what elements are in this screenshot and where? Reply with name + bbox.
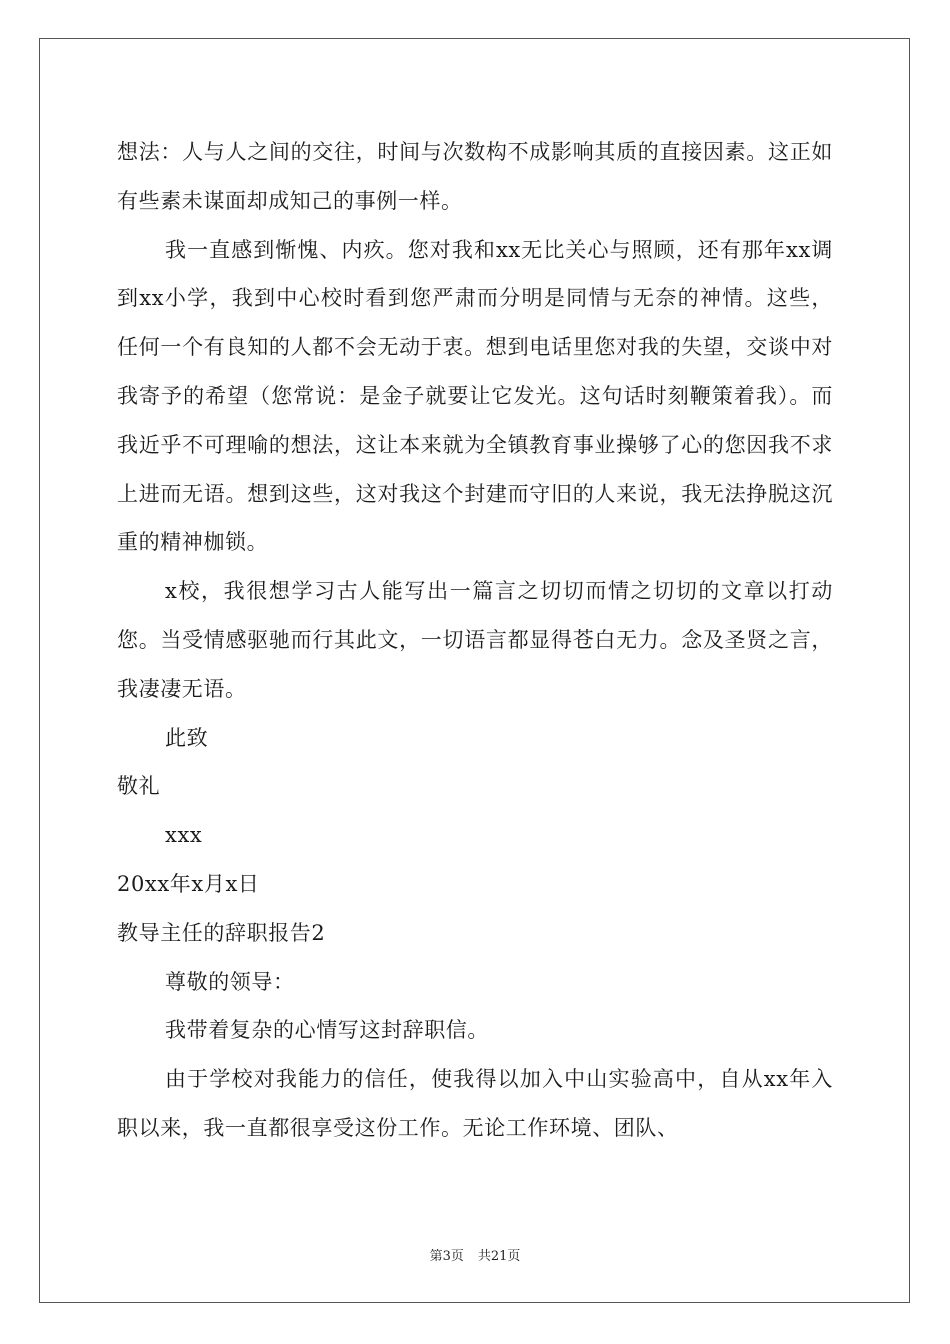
paragraph-reason: 由于学校对我能力的信任，使我得以加入中山实验高中，自从xx年入职以来，我一直都很享受这份工作。无论工作环境、团队、: [117, 1067, 833, 1140]
closing-salutation: 此致: [165, 725, 209, 750]
section-title: 教导主任的辞职报告2: [117, 920, 326, 945]
closing-respect: 敬礼: [117, 774, 161, 799]
paragraph-3: x校，我很想学习古人能写出一篇言之切切而情之切切的文章以打动您。当受情感驱驰而行其此文，一切语言都显得苍白无力。念及圣贤之言，我凄凄无语。: [117, 579, 833, 701]
document-body: [117, 128, 833, 1153]
paragraph-2: 我一直感到惭愧、内疚。您对我和xx无比关心与照顾，还有那年xx调到xx小学，我到中心校时看到您严肃而分明是同情与无奈的神情。这些，任何一个有良知的人都不会无动于衷。想到电话里您对我的失望，交谈中对我寄予的希望（您常说：是金子就要让它发光。这句话时刻鞭策着我）。而我近乎不可理喻的想法，这让本来就为全镇教育事业操够了心的您因我不求上进而无语。想到这些，这对我这个封建而守旧的人来说，我无法挣脱这沉重的精神枷锁。: [117, 237, 833, 555]
current-page-number: 第3页: [429, 1249, 464, 1264]
total-page-count: 共21页: [477, 1249, 521, 1264]
paragraph-intro: 我带着复杂的心情写这封辞职信。: [165, 1018, 489, 1043]
signature-date: 20xx年x月x日: [117, 871, 260, 896]
signature-name: xxx: [165, 823, 203, 848]
page-footer: [0, 1245, 950, 1264]
greeting: 尊敬的领导：: [165, 969, 295, 994]
paragraph-1: 想法：人与人之间的交往，时间与次数构不成影响其质的直接因素。这正如有些素未谋面却成知己的事例一样。: [117, 140, 833, 213]
